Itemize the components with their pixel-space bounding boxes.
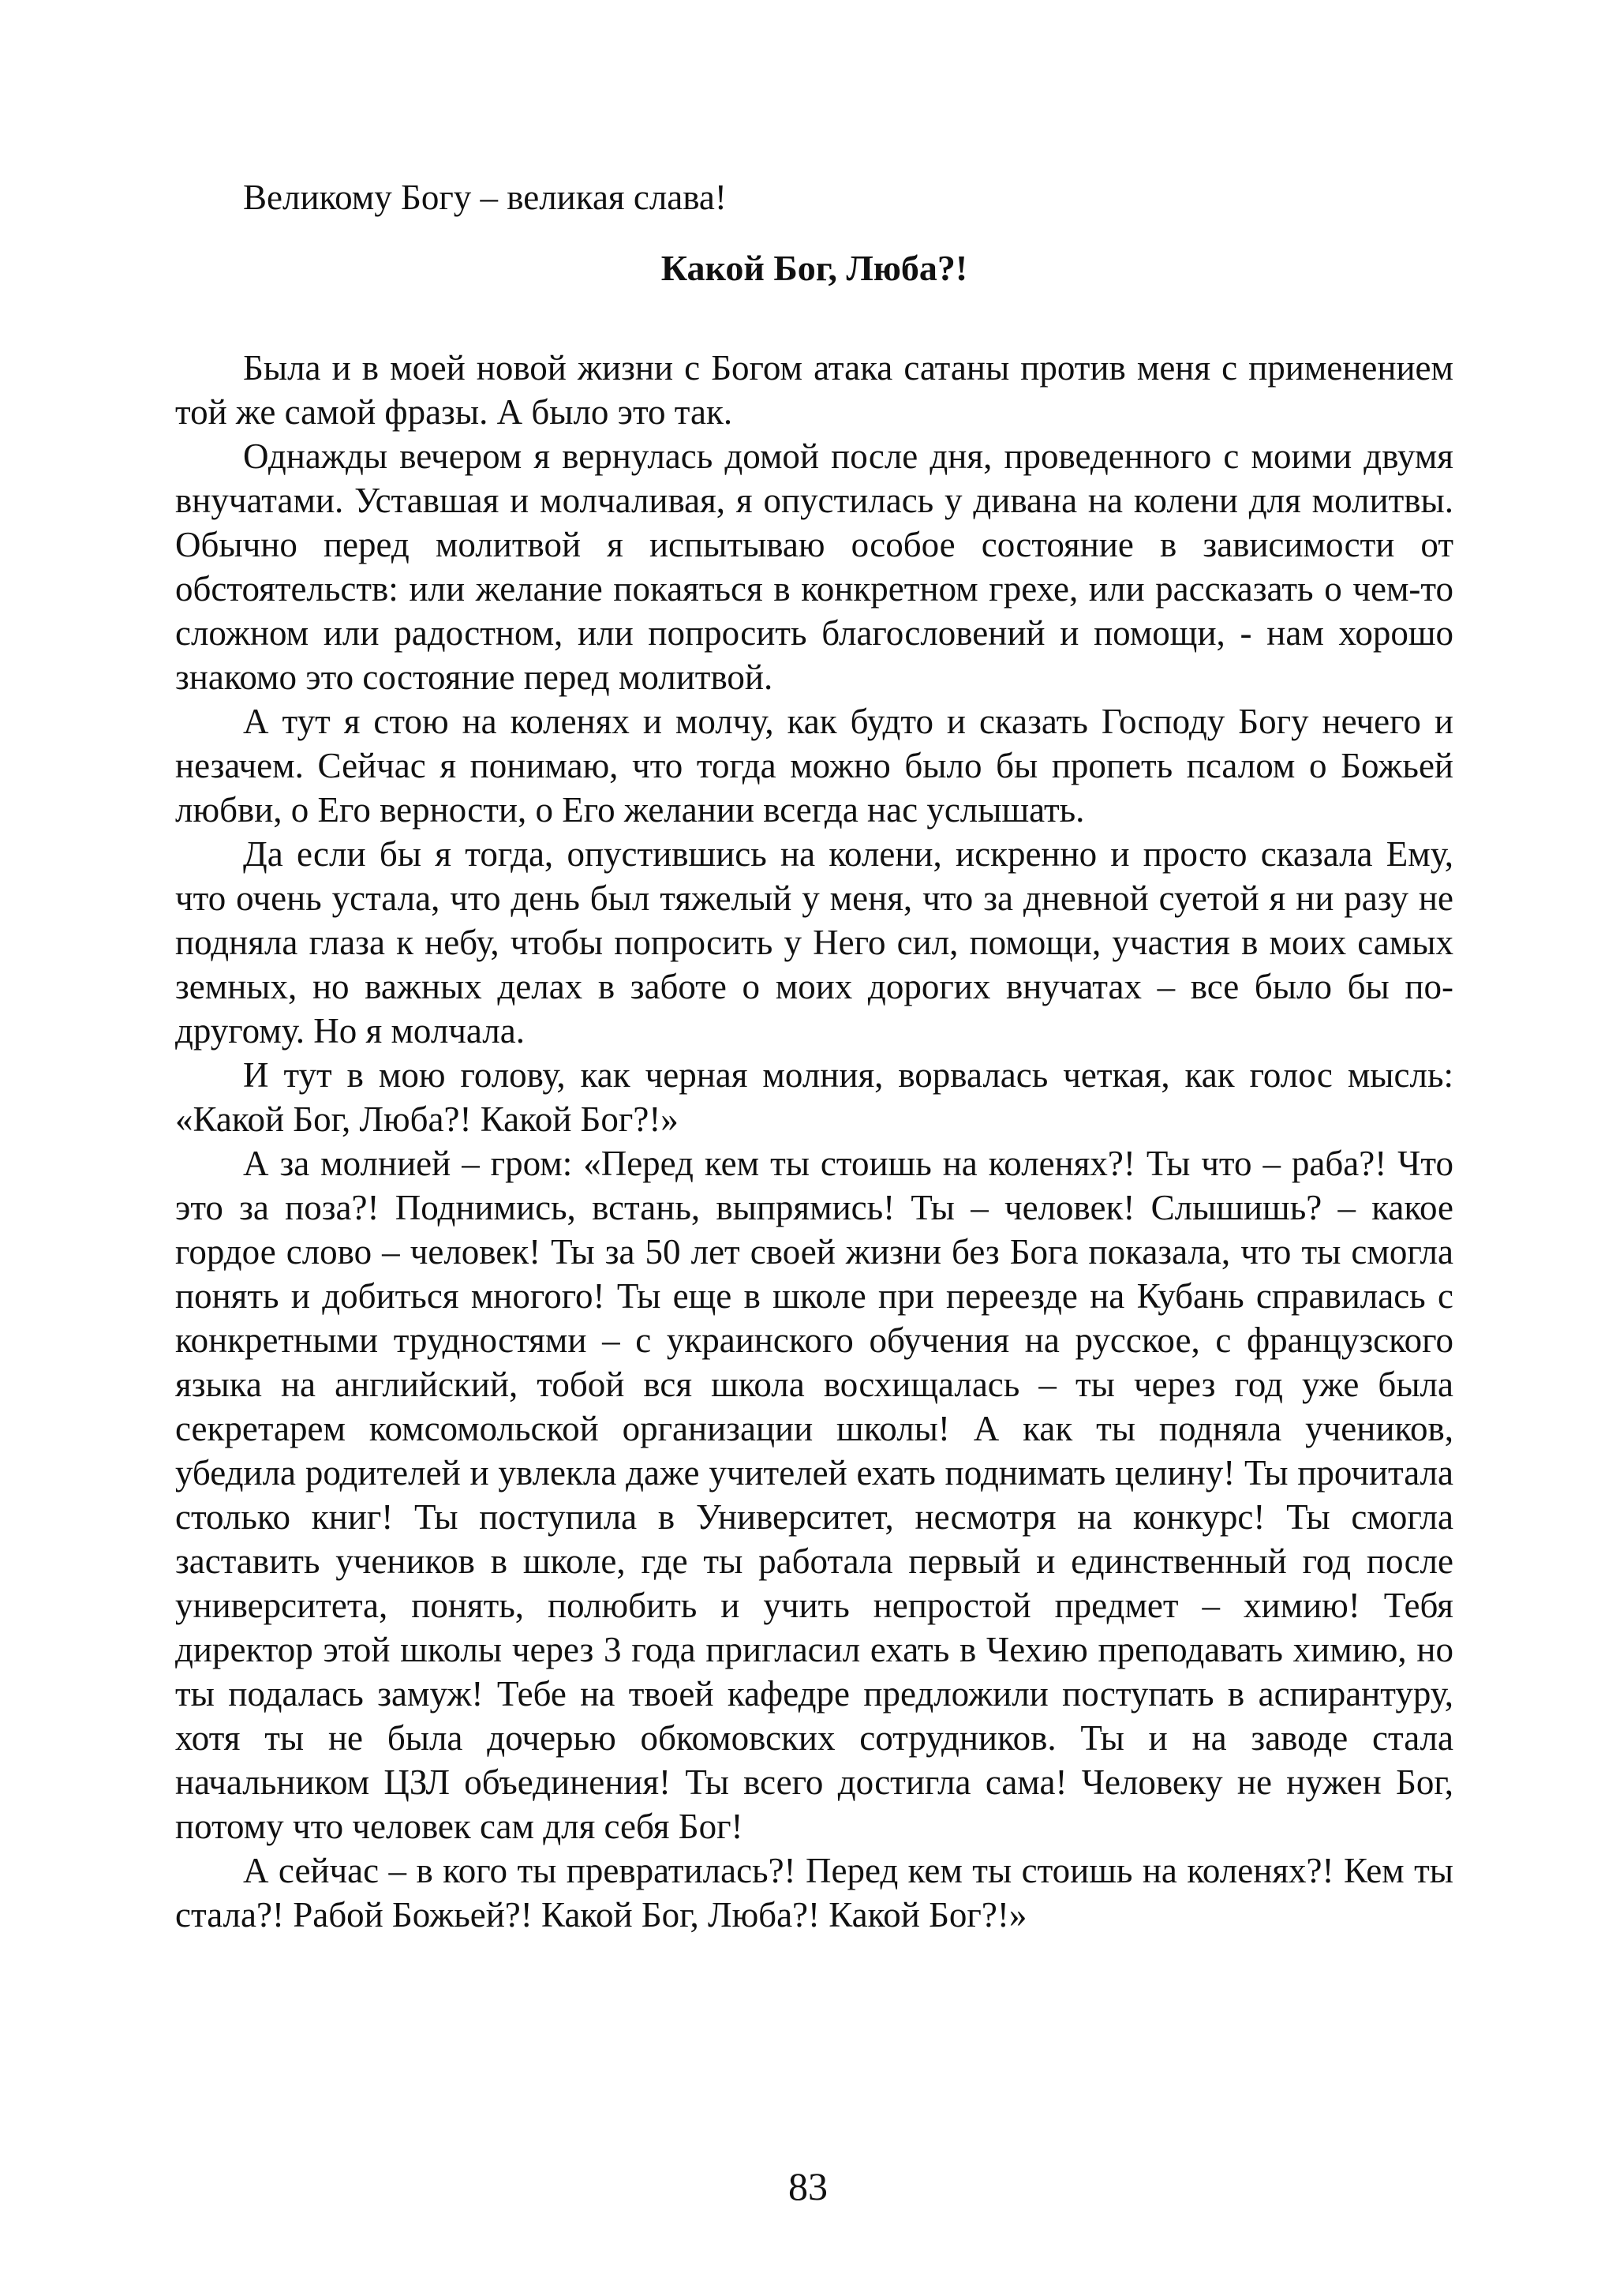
page-content xyxy=(175,175,1453,1937)
page-number: 83 xyxy=(788,2164,828,2208)
paragraph: И тут в мою голову, как черная молния, ворвалась четкая, как голос мысль: «Какой Бог, Люба?! Какой Бог?!» xyxy=(175,1055,1453,1139)
paragraph: Однажды вечером я вернулась домой после дня, проведенного с моими двумя внучатами. Уставшая и молчаливая, я опустилась у дивана на колени для молитвы. Обычно перед молитвой я испытываю особое состояние в зависимости от обстоятельств: или желание покаяться в конкретном грехе, или рассказать о чем-то сложном или радостном, или попросить благословений и помощи, - нам хорошо знакомо это состояние перед молитвой. xyxy=(175,436,1453,697)
epigraph: Великому Богу – великая слава! xyxy=(243,178,727,217)
paragraph: А за молнией – гром: «Перед кем ты стоишь на коленях?! Ты что – раба?! Что это за поза?! Поднимись, встань, выпрямись! Ты – человек! Слышишь? – какое гордое слово – человек! Ты за 50 лет своей жизни без Бога показала, что ты смогла понять и добиться многого! Ты еще в школе при переезде на Кубань справилась с конкретными трудностями – с украинского обучения на русское, с французского языка на английский, тобой вся школа восхищалась – ты через год уже была секретарем комсомольской организации школы! А как ты подняла учеников, убедила родителей и увлекла даже учителей ехать поднимать целину! Ты прочитала столько книг! Ты поступила в Университет, несмотря на конкурс! Ты смогла заставить учеников в школе, где ты работала первый и единственный год после университета, понять, полюбить и учить непростой предмет – химию! Тебя директор этой школы через 3 года пригласил ехать в Чехию преподавать химию, но ты подалась замуж! Тебе на твоей кафедре предложили поступать в аспирантуру, хотя ты не была дочерью обкомовских сотрудников. Ты и на заводе стала начальником ЦЗЛ объединения! Ты всего достигла сама! Человеку не нужен Бог, потому что человек сам для себя Бог! xyxy=(175,1144,1453,1846)
paragraph: А сейчас – в кого ты превратилась?! Перед кем ты стоишь на коленях?! Кем ты стала?! Рабой Божьей?! Какой Бог, Люба?! Какой Бог?!» xyxy=(175,1851,1453,1935)
paragraph: Была и в моей новой жизни с Богом атака сатаны против меня с применением той же самой фразы. А было это так. xyxy=(175,348,1453,432)
chapter-title: Какой Бог, Люба?! xyxy=(660,248,968,288)
paragraph: Да если бы я тогда, опустившись на колени, искренно и просто сказала Ему, что очень устала, что день был тяжелый у меня, что за дневной суетой я ни разу не подняла глаза к небу, чтобы попросить у Него сил, помощи, участия в моих самых земных, но важных делах в заботе о моих дорогих внучатах – все было бы по-другому. Но я молчала. xyxy=(175,834,1453,1051)
paragraph: А тут я стою на коленях и молчу, как будто и сказать Господу Богу нечего и незачем. Сейчас я понимаю, что тогда можно было бы пропеть псалом о Божьей любви, о Его верности, о Его желании всегда нас услышать. xyxy=(175,702,1453,830)
